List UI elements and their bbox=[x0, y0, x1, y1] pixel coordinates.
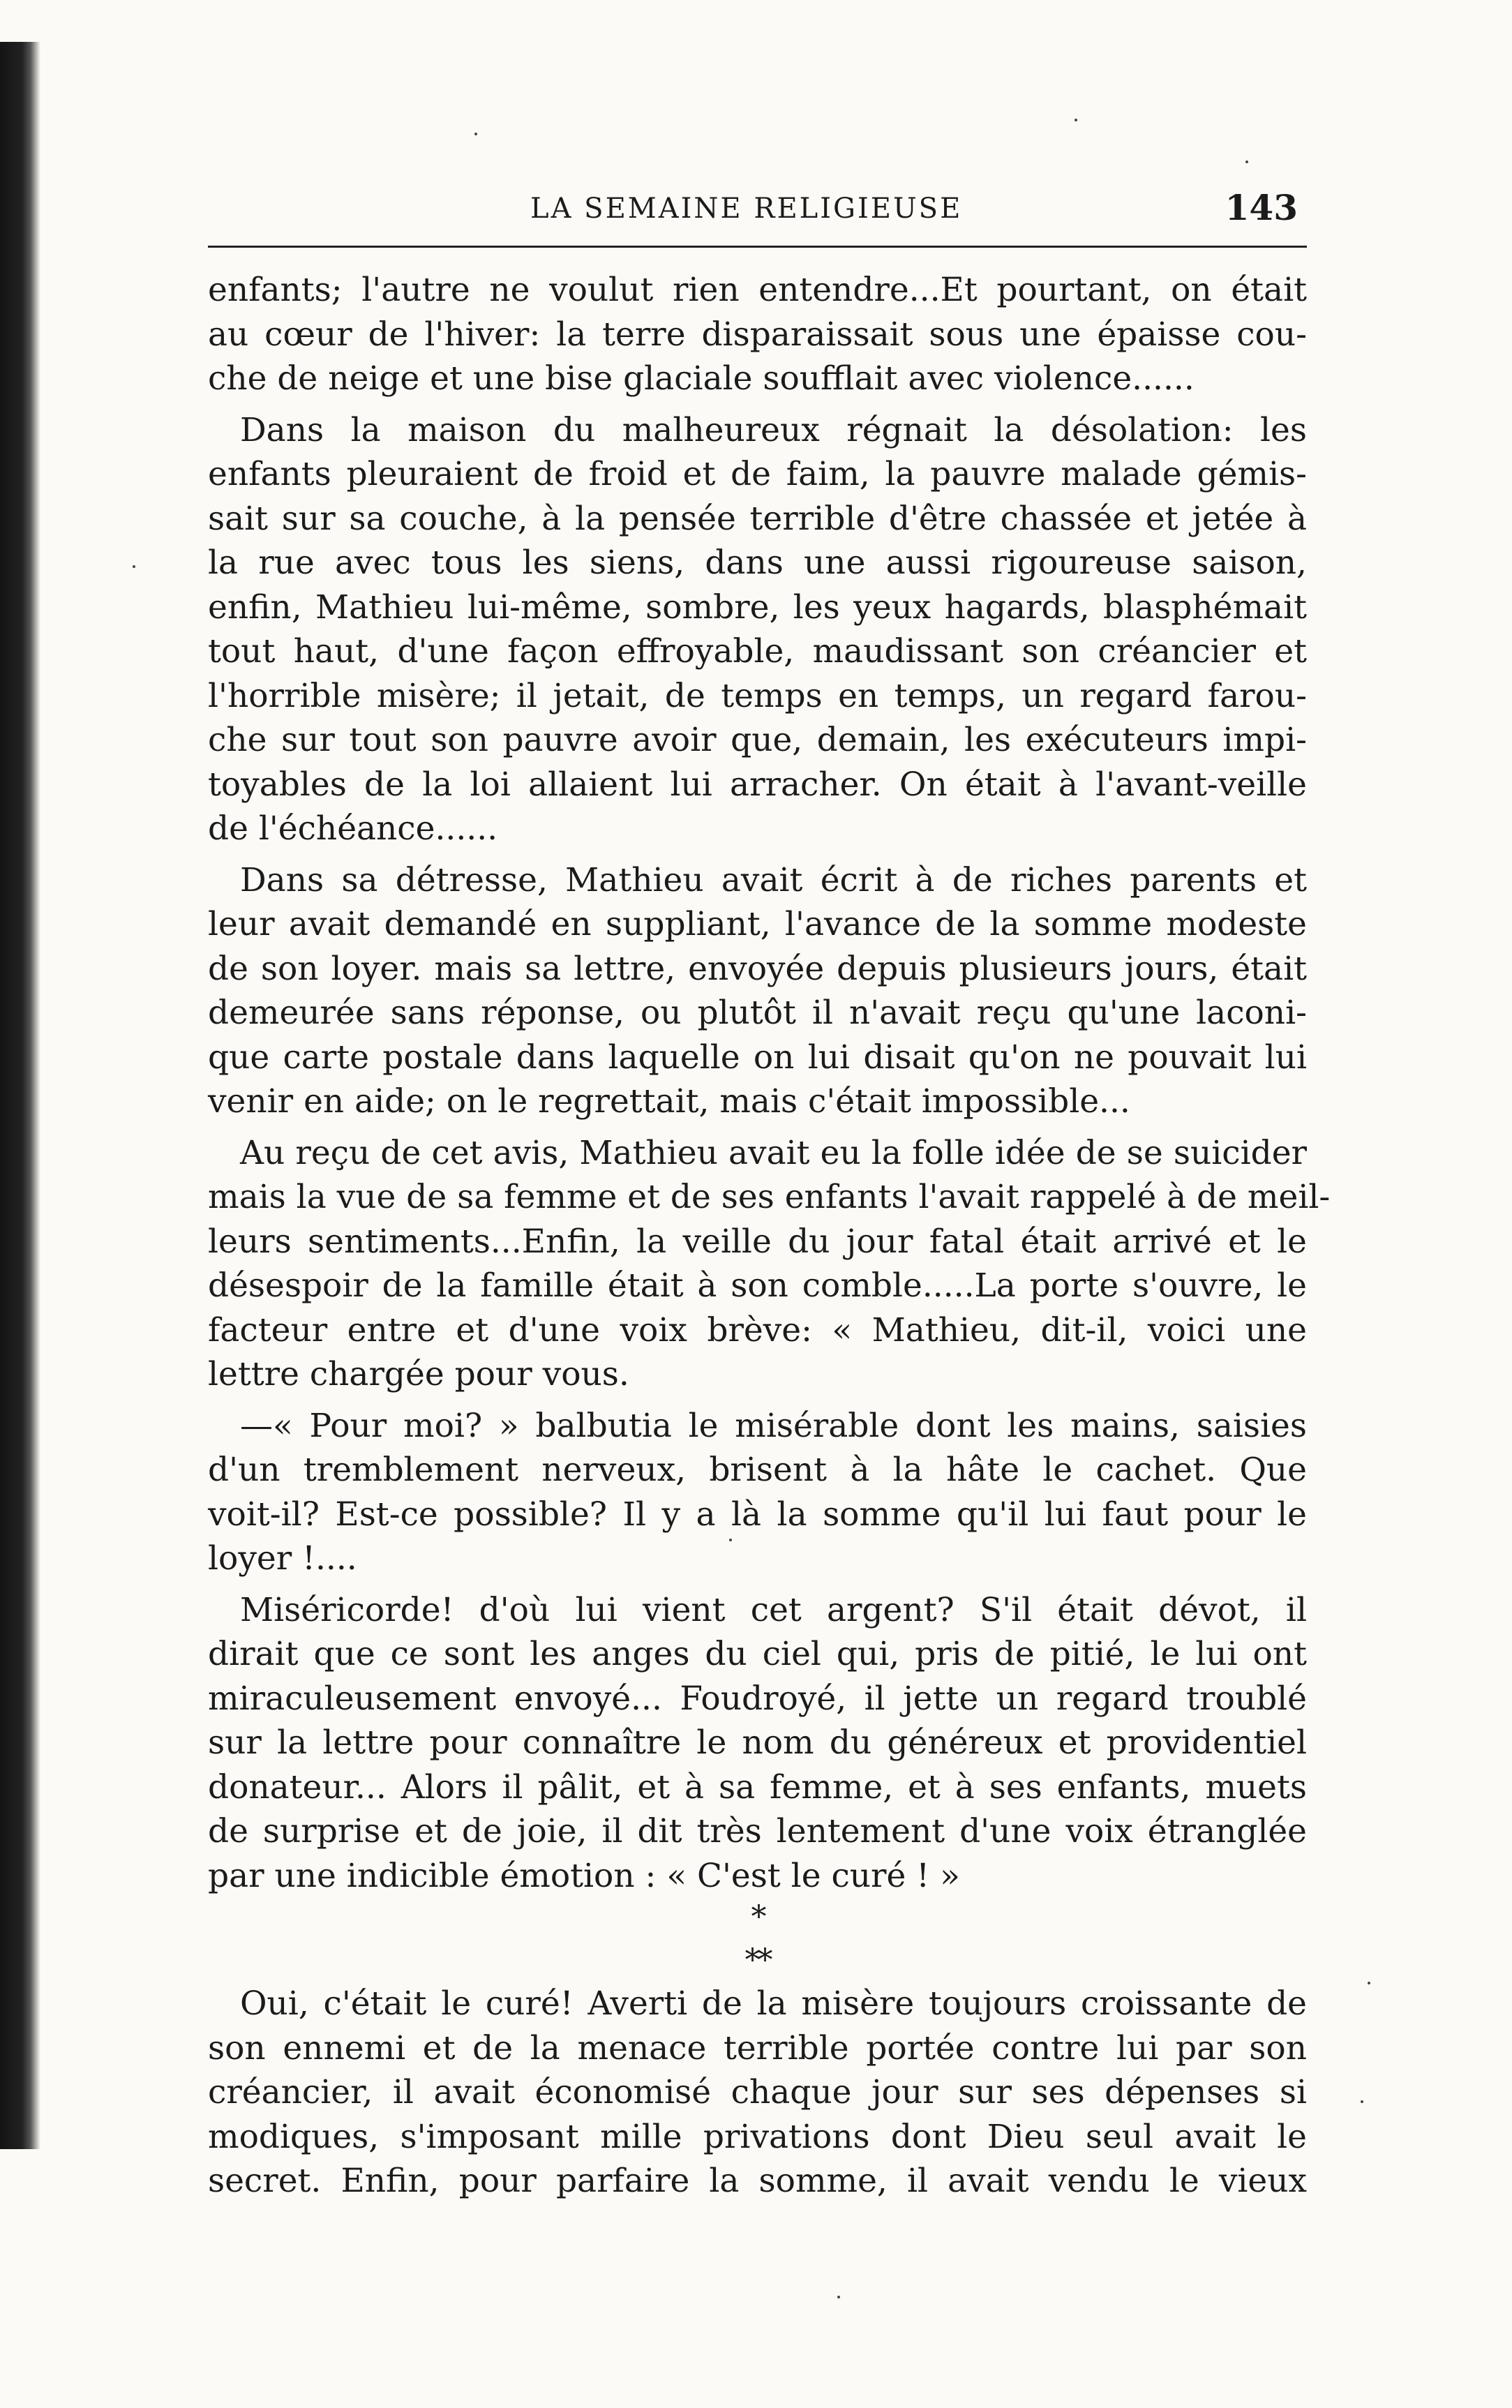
text-line: Au reçu de cet avis, Mathieu avait eu la folle idée de se suicider bbox=[240, 1133, 1307, 1172]
asterism-bottom: ** bbox=[744, 1943, 770, 1978]
scan-speck bbox=[133, 565, 135, 568]
text-line: loyer !.... bbox=[208, 1539, 357, 1578]
scan-speck bbox=[1075, 119, 1077, 121]
text-line: enfants pleuraient de froid et de faim, la pauvre malade gémis- bbox=[208, 455, 1307, 493]
text-line: Dans la maison du malheureux régnait la désolation: les bbox=[240, 410, 1307, 449]
text-line: che sur tout son pauvre avoir que, demain, les exécuteurs impi- bbox=[208, 721, 1307, 759]
paragraph-6 bbox=[208, 1588, 1307, 1899]
page-binding-edge bbox=[0, 42, 40, 2149]
paragraph-2 bbox=[208, 408, 1307, 851]
text-line: enfants; l'autre ne voulut rien entendre...Et pourtant, on était bbox=[208, 271, 1307, 309]
scan-speck bbox=[729, 1539, 732, 1541]
scan-speck bbox=[1368, 1982, 1370, 1984]
text-line: miraculeusement envoyé... Foudroyé, il jette un regard troublé bbox=[208, 1679, 1307, 1718]
text-line: d'un tremblement nerveux, brisent à la hâte le cachet. Que bbox=[208, 1451, 1307, 1489]
text-line: leur avait demandé en suppliant, l'avance de la somme modeste bbox=[208, 905, 1307, 943]
text-line: sur la lettre pour connaître le nom du généreux et providentiel bbox=[208, 1723, 1307, 1762]
text-line: mais la vue de sa femme et de ses enfants l'avait rappelé à de meil- bbox=[208, 1178, 1331, 1216]
text-line: la rue avec tous les siens, dans une aussi rigoureuse saison, bbox=[208, 544, 1307, 582]
text-line: lettre chargée pour vous. bbox=[208, 1355, 629, 1393]
text-line: venir en aide; on le regrettait, mais c'était impossible... bbox=[208, 1082, 1130, 1121]
text-line: de l'échéance...... bbox=[208, 809, 498, 848]
body-text bbox=[208, 268, 1331, 2211]
text-line: créancier, il avait économisé chaque jour sur ses dépenses si bbox=[208, 2073, 1307, 2111]
text-line: donateur... Alors il pâlit, et à sa femme, et à ses enfants, muets bbox=[208, 1767, 1307, 1807]
text-line: dirait que ce sont les anges du ciel qui, pris de pitié, le lui ont bbox=[208, 1635, 1307, 1673]
text-line: Miséricorde! d'où lui vient cet argent? S'il était dévot, il bbox=[240, 1590, 1307, 1629]
scan-speck bbox=[837, 2296, 840, 2298]
paragraph-5 bbox=[208, 1404, 1307, 1581]
page-header bbox=[209, 183, 1298, 239]
scan-speck bbox=[1245, 160, 1248, 163]
text-line: tout haut, d'une façon effroyable, maudissant son créancier et bbox=[208, 632, 1307, 671]
paragraph-7 bbox=[208, 1982, 1307, 2204]
text-line: l'horrible misère; il jetait, de temps en temps, un regard farou- bbox=[208, 676, 1307, 715]
paragraph-1 bbox=[208, 268, 1307, 401]
text-line: désespoir de la famille était à son comble.....La porte s'ouvre, le bbox=[208, 1266, 1307, 1305]
text-line: facteur entre et d'une voix brève: « Mathieu, dit-il, voici une bbox=[208, 1310, 1307, 1349]
text-line: Dans sa détresse, Mathieu avait écrit à de riches parents et bbox=[240, 860, 1307, 899]
paragraph-3 bbox=[208, 858, 1307, 1124]
paragraph-4 bbox=[208, 1131, 1331, 1397]
text-line: —« Pour moi? » balbutia le misérable dont les mains, saisies bbox=[240, 1406, 1307, 1445]
running-title: LA SEMAINE RELIGIEUSE bbox=[530, 193, 963, 225]
text-line: au cœur de l'hiver: la terre disparaissait sous une épaisse cou- bbox=[208, 315, 1307, 354]
section-asterism bbox=[208, 1899, 1307, 1982]
text-line: Oui, c'était le curé! Averti de la misère toujours croissante de bbox=[240, 1984, 1307, 2023]
text-line: modiques, s'imposant mille privations dont Dieu seul avait le bbox=[208, 2117, 1307, 2156]
text-line: leurs sentiments...Enfin, la veille du jour fatal était arrivé et le bbox=[208, 1222, 1307, 1261]
text-line: enfin, Mathieu lui-même, sombre, les yeux hagards, blasphémait bbox=[208, 588, 1307, 627]
text-line: secret. Enfin, pour parfaire la somme, il avait vendu le vieux bbox=[208, 2162, 1307, 2200]
text-line: che de neige et une bise glaciale soufflait avec violence...... bbox=[208, 359, 1195, 398]
text-line: demeurée sans réponse, ou plutôt il n'avait reçu qu'une laconi- bbox=[208, 994, 1307, 1032]
text-line: son ennemi et de la menace terrible portée contre lui par son bbox=[208, 2028, 1307, 2067]
text-line: de son loyer. mais sa lettre, envoyée depuis plusieurs jours, était bbox=[208, 949, 1307, 988]
header-rule bbox=[208, 246, 1307, 248]
text-line: de surprise et de joie, il dit très lentement d'une voix étranglée bbox=[208, 1812, 1307, 1850]
scan-speck bbox=[1361, 2100, 1363, 2103]
text-line: par une indicible émotion : « C'est le curé ! » bbox=[208, 1856, 960, 1895]
text-line: toyables de la loi allaient lui arracher. On était à l'avant-veille bbox=[208, 765, 1307, 804]
page-number: 143 bbox=[1225, 187, 1298, 228]
text-line: voit-il? Est-ce possible? Il y a là la somme qu'il lui faut pour le bbox=[208, 1495, 1307, 1534]
text-line: que carte postale dans laquelle on lui disait qu'on ne pouvait lui bbox=[208, 1038, 1307, 1077]
text-line: sait sur sa couche, à la pensée terrible d'être chassée et jetée à bbox=[208, 499, 1307, 538]
asterism-top: * bbox=[751, 1899, 764, 1935]
scan-speck bbox=[474, 133, 477, 135]
